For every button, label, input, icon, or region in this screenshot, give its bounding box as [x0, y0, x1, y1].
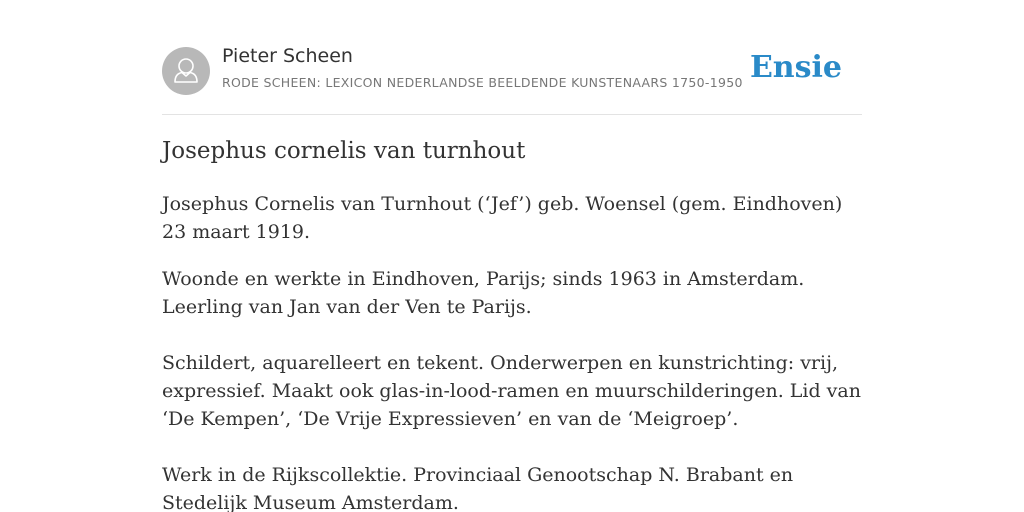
header	[162, 0, 862, 115]
article-paragraph: Werk in de Rijkscollektie. Provinciaal Genootschap N. Brabant en Stedelijk Museum Amsterdam.	[162, 464, 794, 512]
author-name[interactable]: Pieter Scheen	[222, 45, 353, 67]
ensie-logo[interactable]: Ensie	[749, 50, 842, 85]
user-icon	[162, 47, 210, 95]
article-paragraph: Woonde en werkte in Eindhoven, Parijs; sinds 1963 in Amsterdam. Leerling van Jan van der Ven te Parijs.	[162, 268, 805, 318]
source-label[interactable]: RODE SCHEEN: LEXICON NEDERLANDSE BEELDENDE KUNSTENAARS 1750-1950	[222, 75, 743, 90]
page	[162, 0, 862, 512]
article-title: Josephus cornelis van turnhout	[162, 138, 526, 164]
author-avatar[interactable]	[162, 47, 210, 95]
article-paragraph: Schildert, aquarelleert en tekent. Onderwerpen en kunstrichting: vrij, expressief. Maakt ook glas-in-lood-ramen en muurschilderingen. Lid van ‘De Kempen’, ‘De Vrije Expressieven’ en van de ‘Meigroep’.	[162, 352, 861, 430]
article-paragraph: Josephus Cornelis van Turnhout (‘Jef’) geb. Woensel (gem. Eindhoven) 23 maart 1919.	[162, 193, 843, 243]
